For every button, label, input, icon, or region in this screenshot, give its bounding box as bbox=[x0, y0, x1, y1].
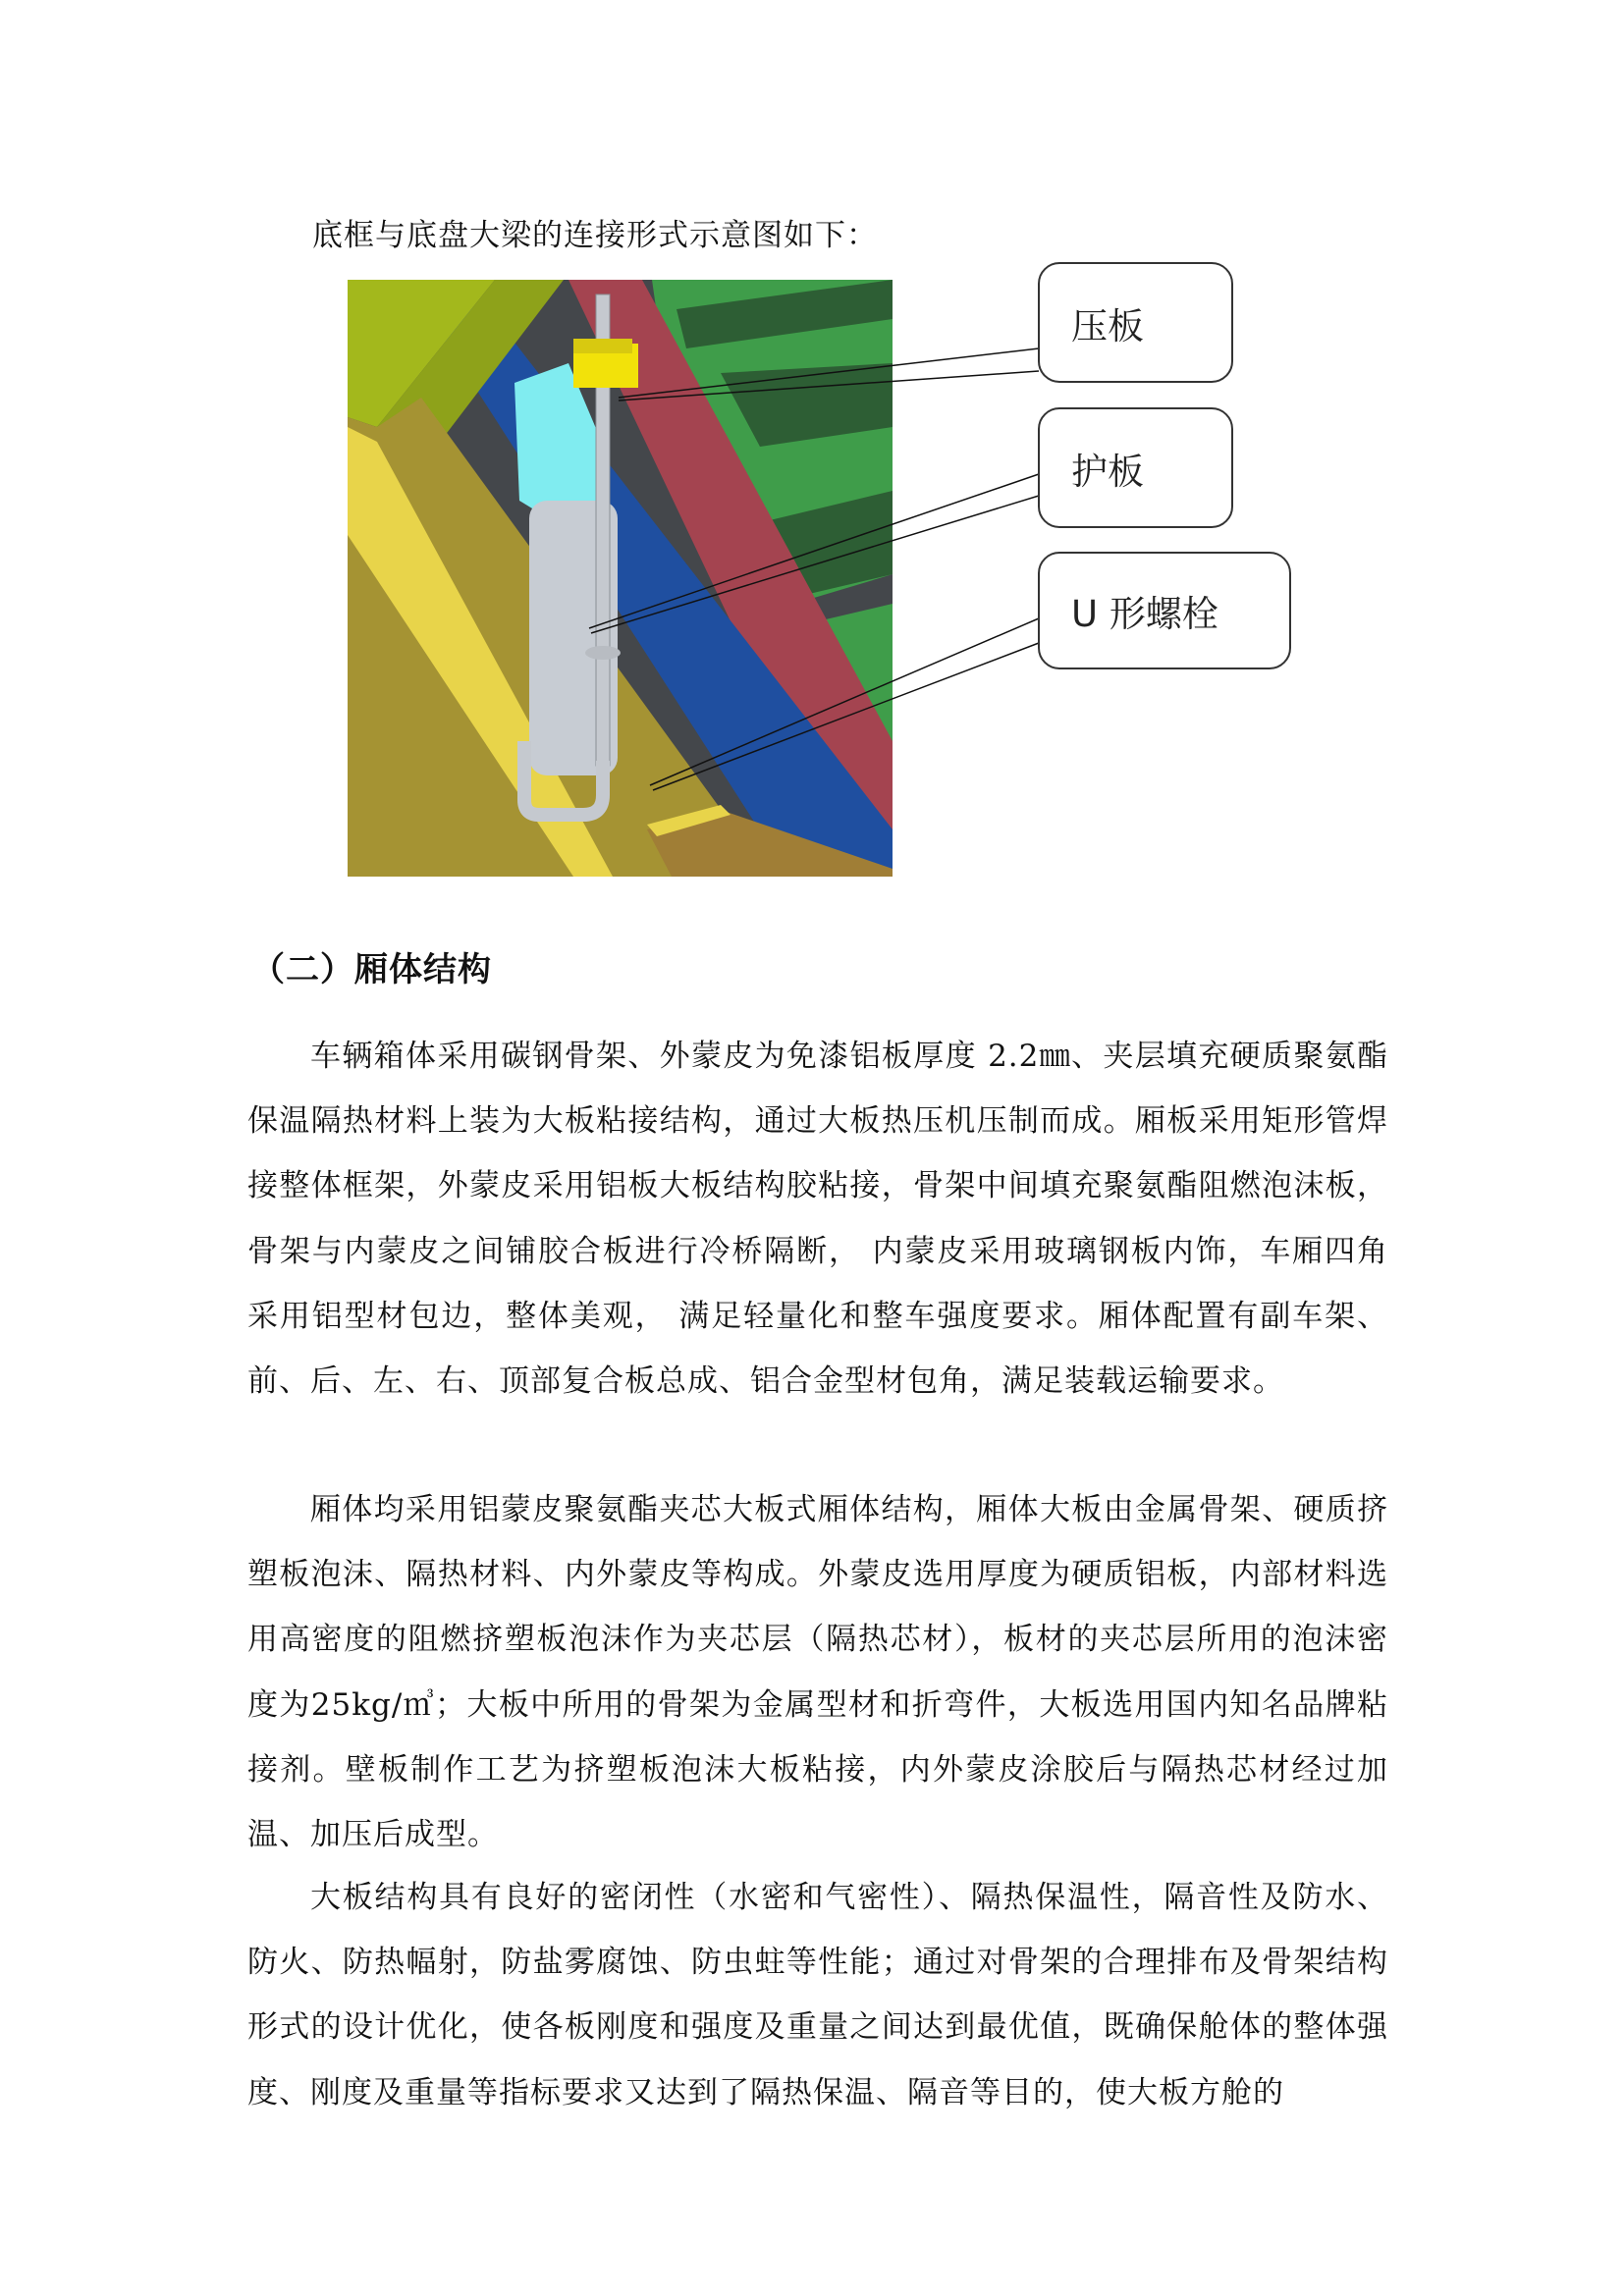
paragraph-3: 大板结构具有良好的密闭性（水密和气密性）、隔热保温性，隔音性及防水、防火、防热幅射，防盐雾腐蚀、防虫蛀等性能；通过对骨架的合理排布及骨架结构形式的设计优化，使各板刚度和强度及重量之间达到最优值，既确保舱体的整体强度、刚度及重量等指标要求又达到了隔热保温、隔音等目的，使大板方舱的 bbox=[247, 1880, 1388, 2110]
paragraph-1: 车辆箱体采用碳钢骨架、外蒙皮为免漆铝板厚度 2.2㎜、夹层填充硬质聚氨酯保温隔热材料上装为大板粘接结构，通过大板热压机压制而成。厢板采用矩形管焊接整体框架，外蒙皮采用铝板大板结构胶粘接，骨架中间填充聚氨酯阻燃泡沫板，骨架与内蒙皮之间铺胶合板进行冷桥隔断， 内蒙皮采用玻璃钢板内饰，车厢四角采用铝型材包边，整体美观， 满足轻量化和整车强度要求。厢体配置有副车架、前、后、左、右、顶部复合板总成、铝合金型材包角，满足装载运输要求。 bbox=[247, 1039, 1388, 1400]
section-heading: （二）厢体结构 bbox=[251, 950, 492, 989]
callout-label: U 形螺栓 bbox=[1071, 593, 1218, 635]
cad-render-illustration bbox=[348, 280, 893, 877]
paragraph-2: 厢体均采用铝蒙皮聚氨酯夹芯大板式厢体结构，厢体大板由金属骨架、硬质挤塑板泡沫、隔热材料、内外蒙皮等构成。外蒙皮选用厚度为硬质铝板，内部材料选用高密度的阻燃挤塑板泡沫作为夹芯层（隔热芯材），板材的夹芯层所用的泡沫密度为25kg/㎥；大板中所用的骨架为金属型材和折弯件，大板选用国内知名品牌粘接剂。壁板制作工艺为挤塑板泡沫大板粘接，内外蒙皮涂胶后与隔热芯材经过加温、加压后成型。 bbox=[247, 1492, 1388, 1853]
callout-pressure-plate bbox=[1038, 262, 1233, 383]
callout-label: 压板 bbox=[1071, 304, 1144, 347]
callout-u-bolt bbox=[1038, 552, 1291, 669]
connection-diagram-render bbox=[348, 280, 893, 877]
figure-caption: 底框与底盘大梁的连接形式示意图如下： bbox=[312, 218, 878, 253]
callout-guard-plate bbox=[1038, 407, 1233, 528]
callout-label: 护板 bbox=[1071, 450, 1144, 493]
